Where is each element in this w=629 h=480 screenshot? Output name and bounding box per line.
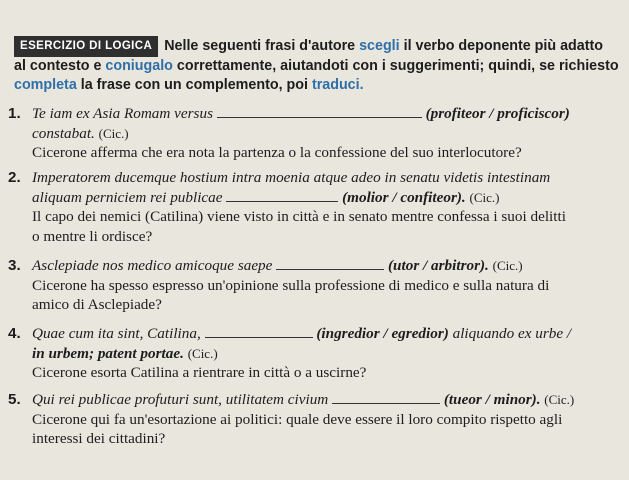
verb-hint: (molior / confiteor). (342, 188, 466, 206)
latin-text: Asclepiade nos medico amicoque saepe (32, 257, 273, 274)
answer-blank[interactable] (226, 189, 338, 202)
verb-hint: (utor / arbitror). (388, 257, 489, 274)
citation: (Cic.) (492, 258, 523, 273)
citation: (Cic.) (98, 125, 129, 141)
instruction-text-3a: la frase con un complemento, poi (80, 77, 308, 93)
exercise-5 (8, 390, 622, 449)
citation: (Cic.) (469, 189, 500, 205)
citation: (Cic.) (187, 345, 218, 361)
exercise-number: 3. (8, 257, 21, 274)
exercise-number: 1. (8, 105, 21, 122)
exercise-instructions (14, 36, 624, 95)
italian-question: Il capo dei nemici (Catilina) viene visto in città e in senato mentre confessa i suoi delitti (32, 208, 566, 225)
italian-question-cont: o mentre li ordisce? (32, 227, 153, 245)
instruction-text-1: Nelle seguenti frasi d'autore (164, 38, 356, 54)
italian-question: Cicerone ha spesso espresso un'opinione sulla professione di medico e sulla natura di (32, 276, 550, 294)
latin-text: Quae cum ita sint, Catilina, (32, 325, 201, 342)
verb-hint: (tueor / minor). (443, 391, 541, 408)
exercise-badge: ESERCIZIO DI LOGICA (14, 36, 158, 57)
latin-text: aliquando ex urbe / (452, 325, 572, 342)
verb-hint: (profiteor / proficiscor) (425, 105, 570, 122)
instruction-text-2b: correttamente, aiutandoti con i suggerimenti; quindi, se richiesto (176, 58, 619, 74)
latin-text: in urbem; patent portae. (32, 344, 184, 362)
answer-blank[interactable] (217, 105, 422, 118)
exercise-4 (8, 324, 622, 383)
italian-question-cont: interessi dei cittadini? (32, 430, 166, 447)
exercise-number: 4. (8, 325, 21, 342)
instruction-keyword-traduci: traduci. (311, 77, 364, 93)
citation: (Cic.) (544, 392, 575, 407)
answer-blank[interactable] (332, 391, 440, 404)
verb-hint: (ingredior / egredior) (316, 325, 449, 342)
answer-blank[interactable] (276, 257, 384, 270)
latin-text: constabat. (32, 124, 95, 142)
italian-question-cont: amico di Asclepiade? (32, 296, 162, 313)
latin-text: Te iam ex Asia Romam versus (32, 105, 213, 122)
latin-text: aliquam perniciem rei publicae (32, 188, 223, 206)
instruction-keyword-coniugalo: coniugalo (105, 58, 173, 74)
answer-blank[interactable] (205, 325, 313, 338)
latin-text: Imperatorem ducemque hostium intra moenia atque adeo in senatu videtis intestinam (32, 169, 551, 186)
instruction-text-1b: il verbo deponente più adatto (403, 38, 603, 54)
exercise-3 (8, 256, 622, 315)
exercise-number: 5. (8, 391, 21, 408)
instruction-keyword-scegli: scegli (359, 38, 400, 54)
exercise-2 (8, 168, 622, 246)
italian-question: Cicerone esorta Catilina a rientrare in città o a uscirne? (32, 364, 367, 381)
exercise-1 (8, 104, 622, 163)
instruction-keyword-completa: completa (14, 77, 77, 93)
instruction-text-2a: al contesto e (14, 58, 102, 74)
italian-question: Cicerone qui fa un'esortazione ai politici: quale deve essere il loro compito rispetto agli (32, 410, 563, 428)
italian-question: Cicerone afferma che era nota la partenza o la confessione del suo interlocutore? (32, 144, 522, 161)
exercise-number: 2. (8, 169, 21, 186)
latin-text: Qui rei publicae profuturi sunt, utilitatem civium (32, 391, 329, 408)
